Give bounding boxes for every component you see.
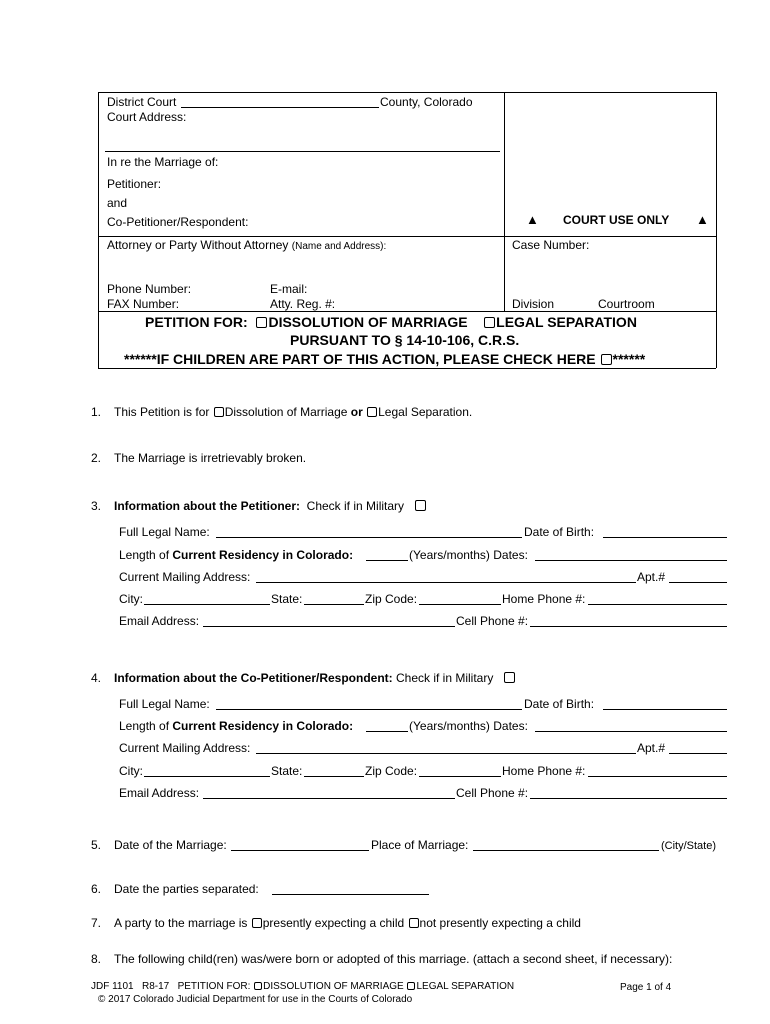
footer-checkbox-icon	[254, 982, 262, 990]
petitioner-home-phone-line[interactable]	[588, 604, 727, 605]
dissolution-checkbox[interactable]	[256, 317, 267, 328]
mailing-label: Current Mailing Address:	[119, 741, 251, 755]
respondent-city-line[interactable]	[144, 776, 270, 777]
district-court-label: District Court	[107, 95, 177, 109]
city-label: City:	[119, 592, 143, 606]
marriage-place-line[interactable]	[473, 850, 659, 851]
marriage-place-label: Place of Marriage:	[371, 838, 469, 852]
item-1-legal-checkbox[interactable]	[367, 407, 377, 417]
page-number: Page 1 of 4	[620, 982, 672, 993]
court-use-only: COURT USE ONLY	[563, 213, 670, 227]
respondent-state-line[interactable]	[304, 776, 364, 777]
petitioner-zip-line[interactable]	[419, 604, 501, 605]
not-expecting-child-checkbox[interactable]	[409, 918, 419, 928]
zip-label: Zip Code:	[365, 592, 418, 606]
marriage-date-label: Date of the Marriage:	[114, 838, 227, 852]
respondent-military-checkbox[interactable]	[504, 672, 515, 683]
copyright: © 2017 Colorado Judicial Department for use in the Courts of Colorado	[98, 994, 413, 1005]
cell-phone-label: Cell Phone #:	[456, 614, 529, 628]
years-dates-label: (Years/months) Dates:	[409, 719, 528, 733]
dob-label: Date of Birth:	[524, 697, 595, 711]
residency-label: Length of Current Residency in Colorado:	[119, 719, 354, 733]
petitioner-cell-line[interactable]	[530, 626, 727, 627]
respondent-name-line[interactable]	[216, 709, 522, 710]
fax-label: FAX Number:	[107, 297, 180, 311]
item-1-number: 1.	[91, 405, 102, 419]
county-label: County, Colorado	[380, 95, 473, 109]
city-label: City:	[119, 764, 143, 778]
court-address-line[interactable]	[105, 151, 500, 152]
petitioner-mailing-line[interactable]	[256, 582, 636, 583]
state-label: State:	[271, 764, 303, 778]
up-arrow-icon: ▲	[526, 212, 539, 227]
item-1: This Petition is for Dissolution of Marriage or Legal Separation.	[114, 405, 473, 419]
item-7-number: 7.	[91, 916, 102, 930]
mailing-label: Current Mailing Address:	[119, 570, 251, 584]
cell-phone-label: Cell Phone #:	[456, 786, 529, 800]
item-3-heading: Information about the Petitioner: Check if in Military	[114, 499, 427, 513]
footer-checkbox-icon	[407, 982, 415, 990]
phone-label: Phone Number:	[107, 282, 192, 296]
apt-label: Apt.#	[637, 570, 666, 584]
children-checkbox[interactable]	[601, 354, 612, 365]
state-label: State:	[271, 592, 303, 606]
atty-reg-label: Atty. Reg. #:	[270, 297, 336, 311]
zip-label: Zip Code:	[365, 764, 418, 778]
petition-title-line1: PETITION FOR: DISSOLUTION OF MARRIAGE LEGAL SEPARATION	[145, 314, 637, 330]
respondent-home-phone-line[interactable]	[588, 776, 727, 777]
respondent-mailing-line[interactable]	[256, 753, 636, 754]
separation-date-line[interactable]	[272, 894, 429, 895]
pursuant-title: PURSUANT TO § 14-10-106, C.R.S.	[290, 332, 520, 348]
separation-date-label: Date the parties separated:	[114, 882, 259, 896]
petitioner-dob-line[interactable]	[603, 537, 727, 538]
item-8-number: 8.	[91, 952, 102, 966]
years-dates-label: (Years/months) Dates:	[409, 548, 528, 562]
petitioner-military-checkbox[interactable]	[415, 500, 426, 511]
respondent-dob-line[interactable]	[603, 709, 727, 710]
item-1-dissolution-checkbox[interactable]	[214, 407, 224, 417]
item-3-number: 3.	[91, 499, 102, 513]
item-2: The Marriage is irretrievably broken.	[114, 451, 307, 465]
residency-label: Length of Current Residency in Colorado:	[119, 548, 354, 562]
email-address-label: Email Address:	[119, 614, 200, 628]
co-petitioner-label: Co-Petitioner/Respondent:	[107, 215, 249, 229]
full-name-label: Full Legal Name:	[119, 525, 210, 539]
expecting-child-checkbox[interactable]	[252, 918, 262, 928]
item-5-number: 5.	[91, 838, 102, 852]
respondent-email-line[interactable]	[203, 798, 455, 799]
petitioner-city-line[interactable]	[144, 604, 270, 605]
item-7: A party to the marriage is presently expecting a child not presently expecting a child	[114, 916, 581, 930]
petitioner-email-line[interactable]	[203, 626, 455, 627]
petitioner-name-line[interactable]	[216, 537, 522, 538]
petitioner-apt-line[interactable]	[669, 582, 727, 583]
district-court-line[interactable]	[181, 107, 379, 108]
city-state-hint: (City/State)	[661, 840, 717, 852]
legal-separation-checkbox[interactable]	[484, 317, 495, 328]
item-6-number: 6.	[91, 882, 102, 896]
apt-label: Apt.#	[637, 741, 666, 755]
children-check-line: ******IF CHILDREN ARE PART OF THIS ACTION, PLEASE CHECK HERE ******	[124, 351, 646, 367]
item-8: The following child(ren) was/were born or adopted of this marriage. (attach a second sheet, if necessary):	[114, 952, 673, 966]
up-arrow-icon: ▲	[696, 212, 709, 227]
item-4-heading: Information about the Co-Petitioner/Respondent: Check if in Military	[114, 671, 516, 685]
petitioner-label: Petitioner:	[107, 177, 162, 191]
marriage-date-line[interactable]	[231, 850, 369, 851]
email-address-label: Email Address:	[119, 786, 200, 800]
petitioner-residency-line[interactable]	[366, 560, 408, 561]
home-phone-label: Home Phone #:	[502, 764, 586, 778]
petitioner-dates-line[interactable]	[535, 560, 727, 561]
division-label: Division	[512, 297, 555, 311]
item-4-number: 4.	[91, 671, 102, 685]
respondent-zip-line[interactable]	[419, 776, 501, 777]
footer-form-line: JDF 1101 R8-17 PETITION FOR: DISSOLUTION OF MARRIAGE LEGAL SEPARATION	[91, 981, 515, 992]
courtroom-label: Courtroom	[598, 297, 655, 311]
court-address-label: Court Address:	[107, 110, 187, 124]
respondent-dates-line[interactable]	[535, 731, 727, 732]
respondent-cell-line[interactable]	[530, 798, 727, 799]
item-2-number: 2.	[91, 451, 102, 465]
email-label: E-mail:	[270, 282, 308, 296]
respondent-apt-line[interactable]	[669, 753, 727, 754]
dob-label: Date of Birth:	[524, 525, 595, 539]
attorney-label: Attorney or Party Without Attorney (Name and Address):	[107, 238, 387, 252]
in-re-label: In re the Marriage of:	[107, 155, 219, 169]
and-label: and	[107, 196, 128, 210]
home-phone-label: Home Phone #:	[502, 592, 586, 606]
respondent-residency-line[interactable]	[366, 731, 408, 732]
full-name-label: Full Legal Name:	[119, 697, 210, 711]
case-number-label: Case Number:	[512, 238, 590, 252]
petitioner-state-line[interactable]	[304, 604, 364, 605]
